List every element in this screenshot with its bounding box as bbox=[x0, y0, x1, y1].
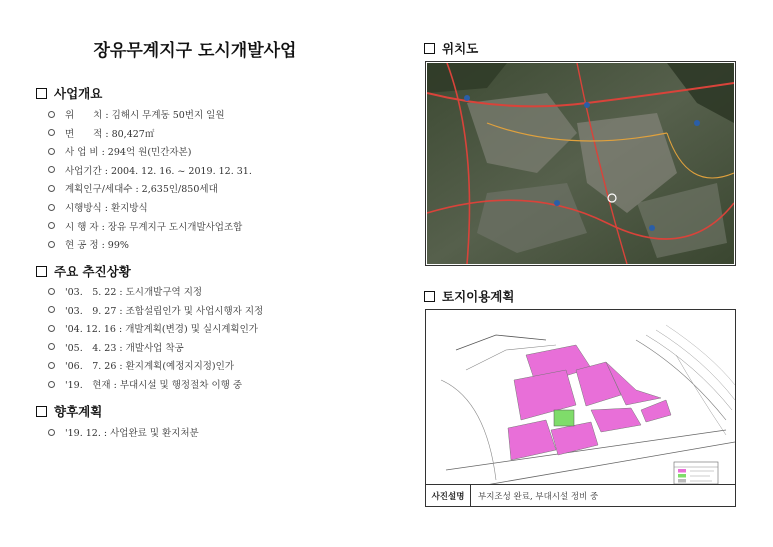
land-use-plan bbox=[425, 309, 736, 507]
park-block bbox=[554, 410, 574, 426]
overview-list-item bbox=[48, 200, 148, 214]
circle-bullet-icon bbox=[48, 129, 55, 136]
progress-list-item bbox=[48, 284, 202, 298]
overview-list-item bbox=[48, 181, 218, 195]
progress-list-item bbox=[48, 321, 258, 335]
square-bullet-icon bbox=[36, 406, 47, 417]
overview-item-text: 사 업 비 : 294억 원(민간자본) bbox=[65, 147, 192, 159]
overview-item-text: 시행방식 : 환지방식 bbox=[65, 203, 148, 214]
square-bullet-icon bbox=[36, 266, 47, 277]
circle-bullet-icon bbox=[48, 111, 55, 118]
photo-caption bbox=[426, 484, 735, 506]
overview-heading: 사업개요 bbox=[54, 86, 103, 101]
progress-list-item bbox=[48, 377, 242, 391]
caption-label: 사진설명 bbox=[426, 485, 471, 506]
overview-item-text: 현 공 정 : 99% bbox=[65, 240, 129, 252]
future-item-text: '19. 12. : 사업완료 및 환지처분 bbox=[65, 428, 199, 439]
circle-bullet-icon bbox=[48, 148, 55, 155]
section-heading-progress bbox=[36, 262, 131, 280]
section-heading-location bbox=[424, 39, 478, 57]
circle-bullet-icon bbox=[48, 166, 55, 173]
overview-item-text: 위 치 : 김해시 무계동 50번지 일원 bbox=[65, 110, 225, 121]
circle-bullet-icon bbox=[48, 429, 55, 436]
square-bullet-icon bbox=[424, 291, 435, 302]
land-use-plan-drawing bbox=[426, 310, 735, 485]
section-heading-future bbox=[36, 402, 102, 420]
progress-list-item bbox=[48, 340, 184, 354]
page-title: 장유무계지구 도시개발사업 bbox=[93, 41, 297, 61]
circle-bullet-icon bbox=[48, 222, 55, 229]
overview-list-item bbox=[48, 163, 252, 177]
future-list-item bbox=[48, 425, 199, 439]
satellite-map-image bbox=[427, 63, 734, 264]
circle-bullet-icon bbox=[48, 185, 55, 192]
square-bullet-icon bbox=[36, 88, 47, 99]
section-heading-landuse bbox=[424, 287, 514, 305]
landuse-heading: 토지이용계획 bbox=[442, 289, 515, 304]
progress-list-item bbox=[48, 303, 263, 317]
overview-item-text: 계획인구/세대수 : 2,635인/850세대 bbox=[65, 184, 218, 196]
circle-bullet-icon bbox=[48, 288, 55, 295]
section-heading-overview bbox=[36, 84, 102, 102]
overview-list-item bbox=[48, 126, 154, 140]
progress-item-text: '06. 7. 26 : 환지계획(예정지지정)인가 bbox=[65, 361, 234, 373]
overview-item-text: 면 적 : 80,427㎡ bbox=[65, 128, 155, 140]
circle-bullet-icon bbox=[48, 306, 55, 313]
overview-item-text: 사업기간 : 2004. 12. 16. ~ 2019. 12. 31. bbox=[65, 165, 252, 177]
overview-list-item bbox=[48, 237, 129, 251]
overview-item-text: 시 행 자 : 장유 무계지구 도시개발사업조합 bbox=[65, 221, 243, 233]
progress-item-text: '03. 9. 27 : 조합설립인가 및 사업시행자 지정 bbox=[65, 305, 264, 317]
square-bullet-icon bbox=[424, 43, 435, 54]
map-legend bbox=[674, 462, 718, 484]
location-map bbox=[425, 61, 736, 266]
circle-bullet-icon bbox=[48, 325, 55, 332]
circle-bullet-icon bbox=[48, 362, 55, 369]
progress-item-text: '03. 5. 22 : 도시개발구역 지정 bbox=[65, 287, 203, 298]
progress-item-text: '05. 4. 23 : 개발사업 착공 bbox=[65, 342, 184, 354]
circle-bullet-icon bbox=[48, 241, 55, 248]
progress-list-item bbox=[48, 358, 234, 372]
overview-list-item bbox=[48, 107, 225, 121]
caption-text: 부지조성 완료, 부대시설 정비 중 bbox=[478, 491, 599, 502]
progress-item-text: '19. 현재 : 부대시설 및 행정절차 이행 중 bbox=[65, 380, 243, 391]
location-heading: 위치도 bbox=[442, 41, 479, 56]
progress-item-text: '04. 12. 16 : 개발계획(변경) 및 실시계획인가 bbox=[65, 324, 258, 336]
circle-bullet-icon bbox=[48, 381, 55, 388]
overview-list-item bbox=[48, 144, 191, 158]
progress-heading: 주요 추진상황 bbox=[54, 264, 131, 279]
overview-list-item bbox=[48, 219, 242, 233]
circle-bullet-icon bbox=[48, 343, 55, 350]
circle-bullet-icon bbox=[48, 204, 55, 211]
future-heading: 향후계획 bbox=[54, 404, 103, 419]
